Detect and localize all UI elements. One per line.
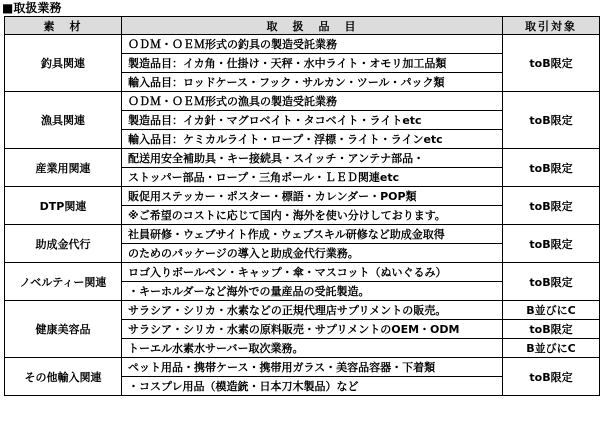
category-cell: 釣具関連 bbox=[5, 35, 122, 92]
item-line: 製造品目：イカ針・マグロベイト・タコベイト・ライトetc bbox=[122, 111, 503, 130]
item-line: のためのパッケージの導入と助成金代行業務。 bbox=[122, 244, 503, 263]
item-line: 輸入品目：ケミカルライト・ロープ・浮標・ライト・ラインetc bbox=[122, 130, 503, 149]
table-row bbox=[5, 263, 600, 282]
target-cell: B並びにC bbox=[503, 339, 600, 358]
target-cell: B並びにC bbox=[503, 301, 600, 320]
target-cell: toB限定 bbox=[503, 92, 600, 149]
item-line: 製造品目：イカ角・仕掛け・天秤・水中ライト・オモリ加工品類 bbox=[122, 54, 503, 73]
category-cell: 漁具関連 bbox=[5, 92, 122, 149]
item-line: ＯＤＭ・ＯＥＭ形式の釣具の製造受託業務 bbox=[122, 35, 503, 54]
item-line: サラシア・シリカ・水素などの正規代理店サプリメントの販売。 bbox=[122, 301, 503, 320]
item-line: ＯＤＭ・ＯＥＭ形式の漁具の製造受託業務 bbox=[122, 92, 503, 111]
category-cell: 産業用関連 bbox=[5, 149, 122, 187]
category-cell: ノベルティー関連 bbox=[5, 263, 122, 301]
category-cell: 健康美容品 bbox=[5, 301, 122, 358]
item-line: サラシア・シリカ・水素の原料販売・サプリメントのOEM・ODM bbox=[122, 320, 503, 339]
table-row bbox=[5, 35, 600, 54]
table-row bbox=[5, 358, 600, 377]
table-row bbox=[5, 187, 600, 206]
item-line: ・コスプレ用品（模造銃・日本刀木製品）など bbox=[122, 377, 503, 396]
header-items: 取 扱 品 目 bbox=[122, 17, 503, 35]
header-material: 素 材 bbox=[5, 17, 122, 35]
table-row bbox=[5, 301, 600, 320]
table-row bbox=[5, 92, 600, 111]
category-cell: その他輸入関連 bbox=[5, 358, 122, 396]
table-header-row bbox=[5, 17, 600, 35]
header-target: 取引対象 bbox=[503, 17, 600, 35]
item-line: 社員研修・ウェブサイト作成・ウェブスキル研修など助成金取得 bbox=[122, 225, 503, 244]
business-table bbox=[4, 16, 600, 396]
target-cell: toB限定 bbox=[503, 320, 600, 339]
item-line: 輸入品目：ロッドケース・フック・サルカン・ツール・パック類 bbox=[122, 73, 503, 92]
target-cell: toB限定 bbox=[503, 358, 600, 396]
target-cell: toB限定 bbox=[503, 263, 600, 301]
item-line: ペット用品・携帯ケース・携帯用ガラス・美容品容器・下着類 bbox=[122, 358, 503, 377]
item-line: 配送用安全補助具・キー接続具・スイッチ・アンテナ部品・ bbox=[122, 149, 503, 168]
category-cell: DTP関連 bbox=[5, 187, 122, 225]
item-line: ・キーホルダーなど海外での量産品の受託製造。 bbox=[122, 282, 503, 301]
target-cell: toB限定 bbox=[503, 225, 600, 263]
item-line: トーエル水素水サーバー取次業務。 bbox=[122, 339, 503, 358]
table-row bbox=[5, 149, 600, 168]
category-cell: 助成金代行 bbox=[5, 225, 122, 263]
item-line: 販促用ステッカー・ポスター・標語・カレンダー・POP類 bbox=[122, 187, 503, 206]
item-line: ストッパー部品・ロープ・三角ポール・ＬＥＤ関連etc bbox=[122, 168, 503, 187]
target-cell: toB限定 bbox=[503, 187, 600, 225]
item-line: ※ご希望のコストに応じて国内・海外を使い分けしております。 bbox=[122, 206, 503, 225]
item-line: ロゴ入りボールペン・キャップ・傘・マスコット（ぬいぐるみ） bbox=[122, 263, 503, 282]
target-cell: toB限定 bbox=[503, 149, 600, 187]
target-cell: toB限定 bbox=[503, 35, 600, 92]
section-title: ■取扱業務 bbox=[2, 1, 62, 15]
table-row bbox=[5, 225, 600, 244]
